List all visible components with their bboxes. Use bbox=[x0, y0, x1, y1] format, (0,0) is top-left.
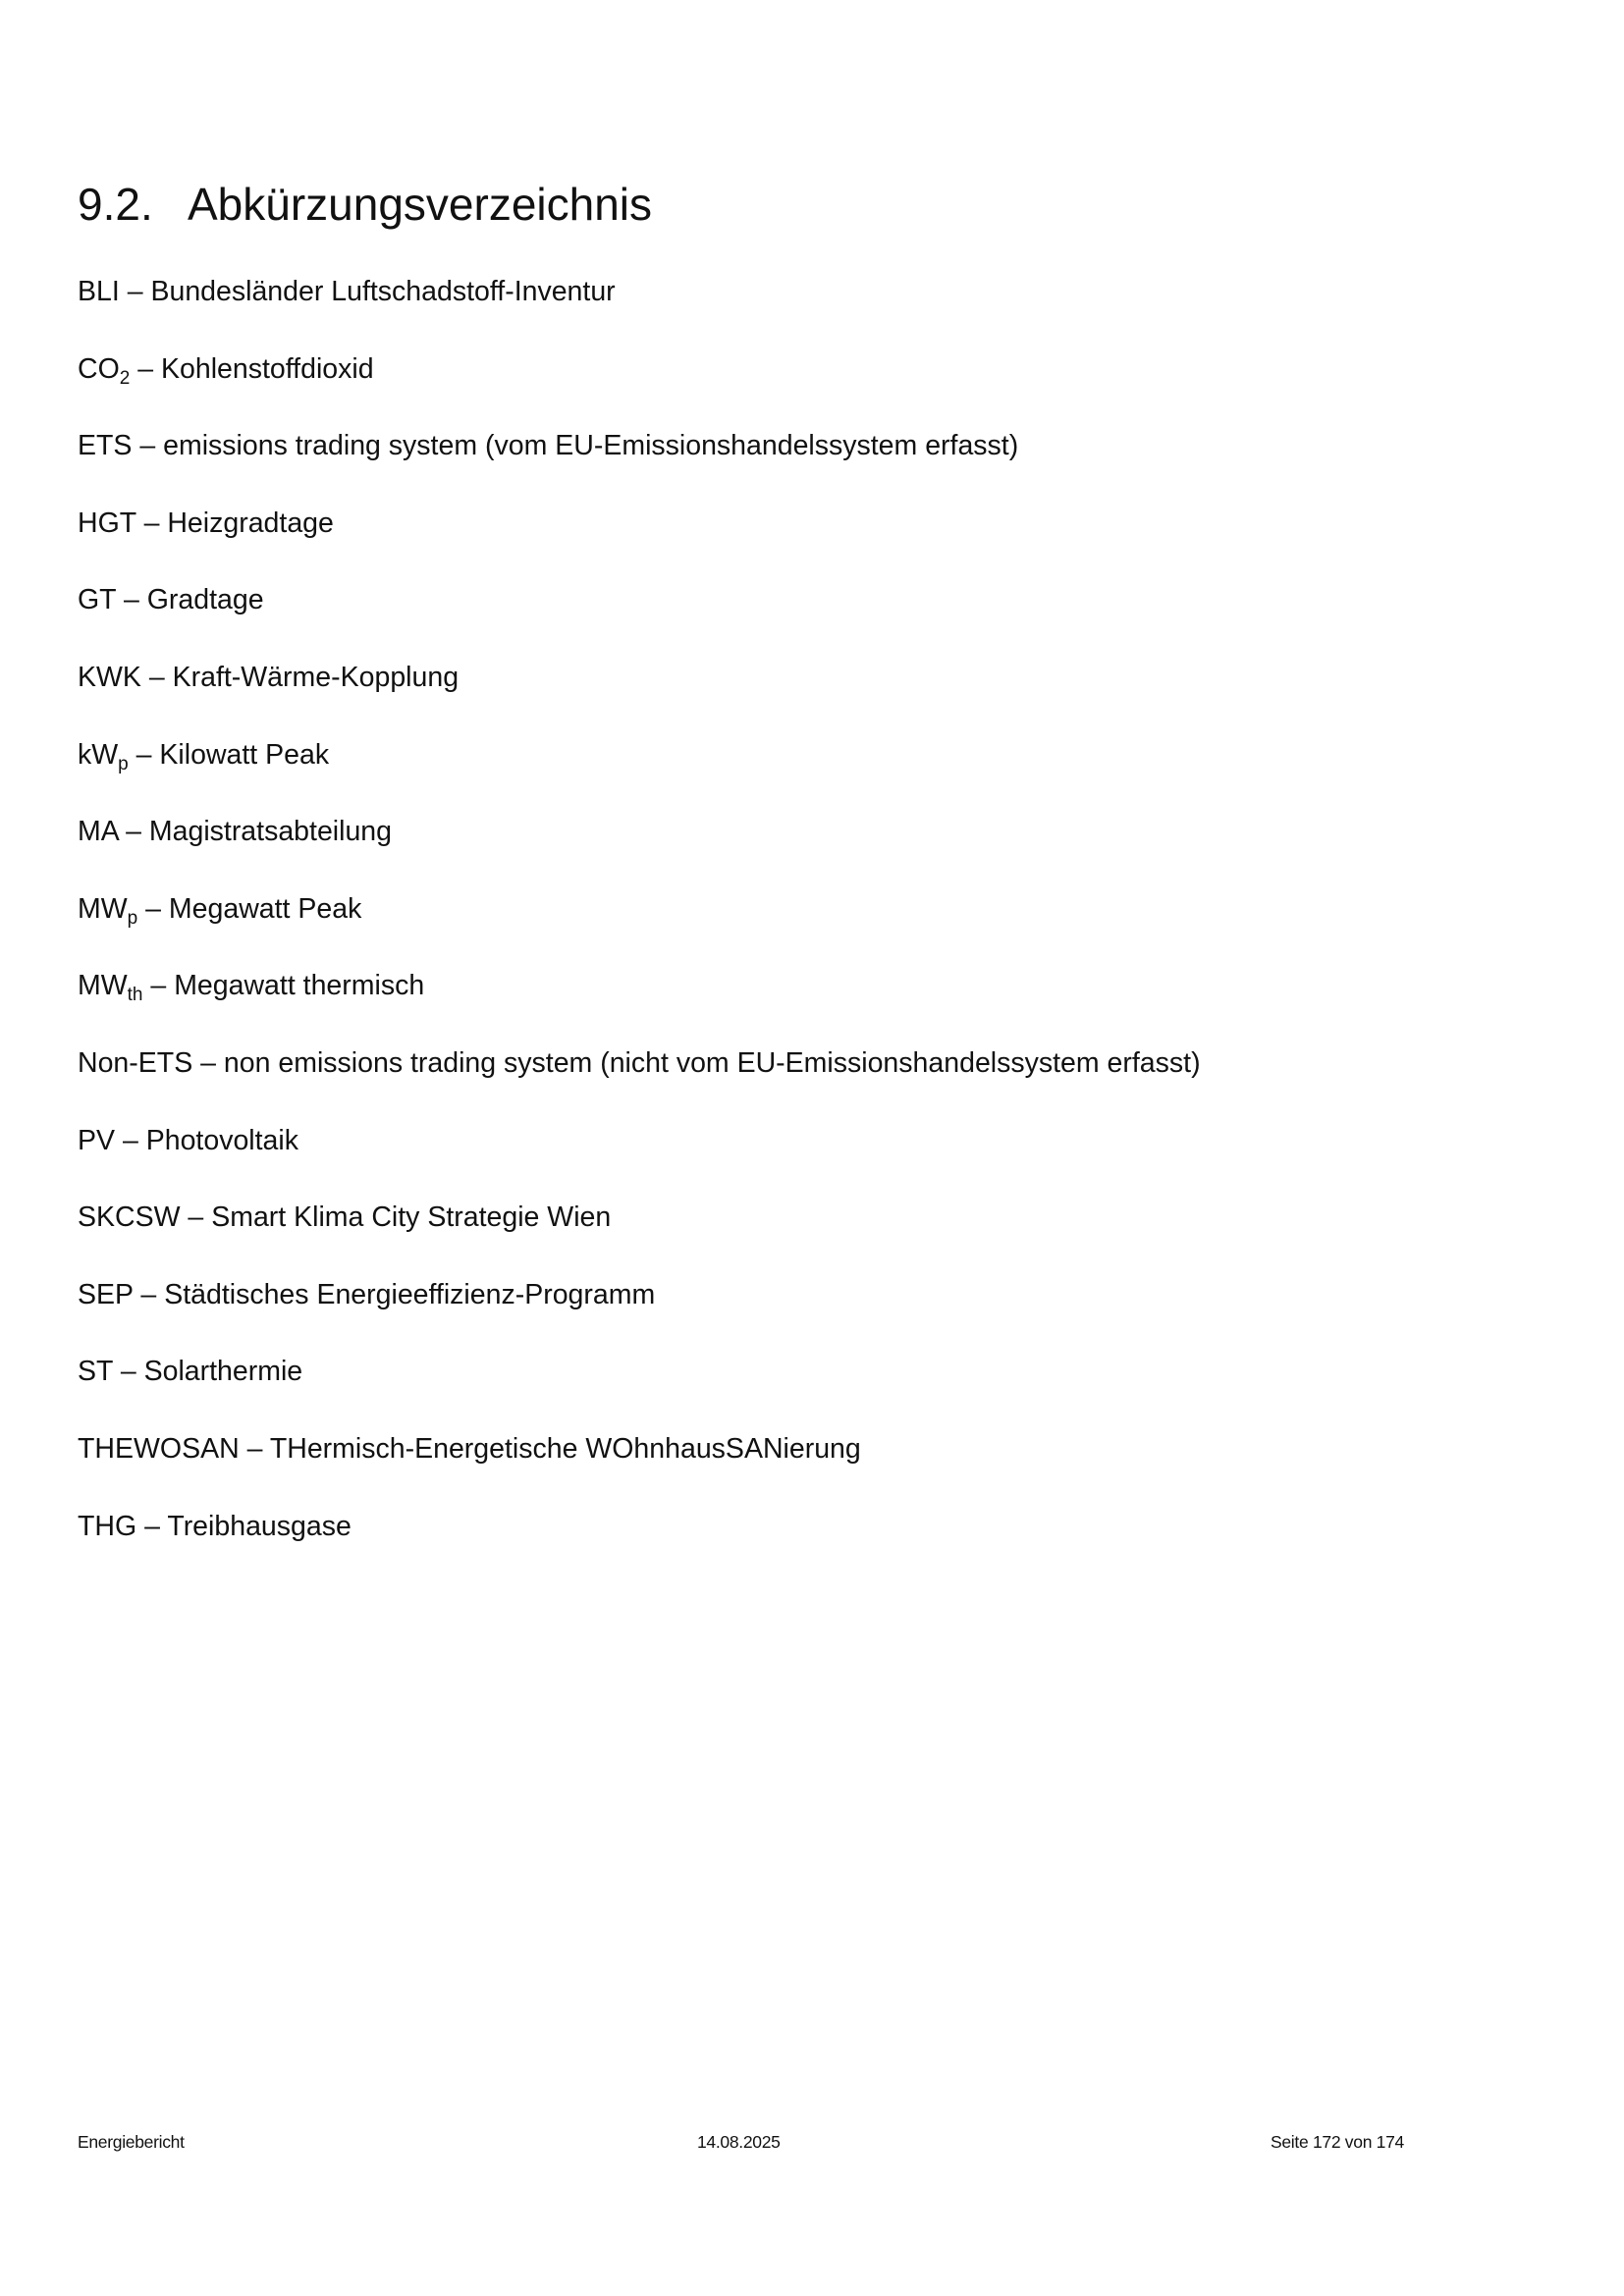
abbreviation-definition: Städtisches Energieeffizienz-Programm bbox=[164, 1278, 656, 1310]
abbreviation-subscript: 2 bbox=[119, 367, 131, 389]
abbreviation-term: THEWOSAN bbox=[78, 1432, 240, 1465]
abbreviation-entry bbox=[78, 1506, 1201, 1583]
abbreviation-definition: Treibhausgase bbox=[167, 1510, 352, 1542]
abbreviation-subscript: th bbox=[127, 985, 143, 1006]
abbreviation-definition: Kohlenstoffdioxid bbox=[161, 352, 374, 385]
abbreviation-term: THG bbox=[78, 1510, 137, 1542]
dash-separator: – bbox=[119, 276, 151, 307]
abbreviation-entry bbox=[78, 965, 1201, 1042]
abbreviation-entry bbox=[78, 503, 1201, 580]
abbreviation-entry bbox=[78, 1274, 1201, 1352]
dash-separator: – bbox=[180, 1201, 212, 1234]
abbreviation-list bbox=[78, 271, 1201, 1582]
abbreviation-term: BLI bbox=[78, 276, 120, 307]
dash-separator: – bbox=[118, 816, 149, 848]
footer-page-number: Seite 172 von 174 bbox=[1271, 2132, 1404, 2152]
abbreviation-entry bbox=[78, 811, 1201, 888]
abbreviation-entry bbox=[78, 425, 1201, 503]
abbreviation-term: kW bbox=[78, 738, 119, 771]
abbreviation-definition: Kilowatt Peak bbox=[159, 738, 330, 771]
abbreviation-entry bbox=[78, 579, 1201, 657]
abbreviation-term: MW bbox=[78, 892, 128, 925]
dash-separator: – bbox=[132, 430, 164, 462]
abbreviation-term: HGT bbox=[78, 507, 136, 539]
abbreviation-term: GT bbox=[78, 584, 117, 616]
abbreviation-definition: Magistratsabteilung bbox=[148, 816, 393, 848]
abbreviation-subscript: p bbox=[127, 907, 138, 929]
dash-separator: – bbox=[128, 738, 160, 771]
abbreviation-term: Non-ETS bbox=[78, 1046, 193, 1079]
dash-separator: – bbox=[136, 1510, 168, 1542]
abbreviation-definition: Solarthermie bbox=[143, 1356, 303, 1388]
footer-document-name: Energiebericht bbox=[78, 2132, 185, 2152]
abbreviation-term: SKCSW bbox=[78, 1201, 181, 1234]
abbreviation-definition: Megawatt Peak bbox=[168, 892, 362, 925]
abbreviation-definition: THermisch-Energetische WOhnhausSANierung bbox=[269, 1432, 861, 1465]
abbreviation-definition: Bundesländer Luftschadstoff-Inventur bbox=[150, 276, 616, 307]
dash-separator: – bbox=[140, 661, 173, 693]
abbreviation-entry bbox=[78, 734, 1201, 812]
dash-separator: – bbox=[116, 584, 147, 616]
abbreviation-entry bbox=[78, 888, 1201, 966]
abbreviation-definition: non emissions trading system (nicht vom EU-Emissionshandelssystem erfasst) bbox=[223, 1046, 1201, 1079]
section-title: Abkürzungsverzeichnis bbox=[188, 179, 653, 230]
abbreviation-definition: Photovoltaik bbox=[145, 1124, 298, 1156]
abbreviation-definition: emissions trading system (vom EU-Emissionshandelssystem erfasst) bbox=[163, 430, 1019, 462]
abbreviation-term: ST bbox=[78, 1356, 113, 1388]
footer-date: 14.08.2025 bbox=[697, 2132, 781, 2152]
abbreviation-subscript: p bbox=[118, 753, 129, 774]
abbreviation-definition: Smart Klima City Strategie Wien bbox=[211, 1201, 612, 1234]
dash-separator: – bbox=[192, 1046, 224, 1079]
abbreviation-term: CO bbox=[78, 352, 120, 385]
abbreviation-entry bbox=[78, 348, 1201, 426]
abbreviation-term: SEP bbox=[78, 1278, 134, 1310]
abbreviation-entry bbox=[78, 657, 1201, 734]
abbreviation-term: MA bbox=[78, 816, 119, 848]
dash-separator: – bbox=[239, 1432, 270, 1465]
section-number: 9.2. bbox=[78, 179, 153, 230]
abbreviation-definition: Gradtage bbox=[146, 584, 264, 616]
abbreviation-entry bbox=[78, 1042, 1201, 1120]
dash-separator: – bbox=[133, 1278, 165, 1310]
dash-separator: – bbox=[142, 970, 175, 1002]
dash-separator: – bbox=[112, 1356, 144, 1388]
abbreviation-term: PV bbox=[78, 1124, 116, 1156]
section-heading bbox=[78, 175, 652, 234]
abbreviation-entry bbox=[78, 1120, 1201, 1198]
abbreviation-definition: Kraft-Wärme-Kopplung bbox=[172, 661, 460, 693]
abbreviation-entry bbox=[78, 271, 1201, 348]
dash-separator: – bbox=[130, 352, 162, 385]
abbreviation-entry bbox=[78, 1197, 1201, 1274]
abbreviation-definition: Megawatt thermisch bbox=[174, 970, 425, 1002]
abbreviation-term: KWK bbox=[78, 661, 141, 693]
dash-separator: – bbox=[115, 1124, 146, 1156]
abbreviation-entry bbox=[78, 1428, 1201, 1506]
abbreviation-term: ETS bbox=[78, 430, 133, 462]
abbreviation-definition: Heizgradtage bbox=[167, 507, 334, 539]
abbreviation-entry bbox=[78, 1351, 1201, 1428]
dash-separator: – bbox=[137, 892, 169, 925]
abbreviation-term: MW bbox=[78, 970, 128, 1002]
dash-separator: – bbox=[135, 507, 168, 539]
